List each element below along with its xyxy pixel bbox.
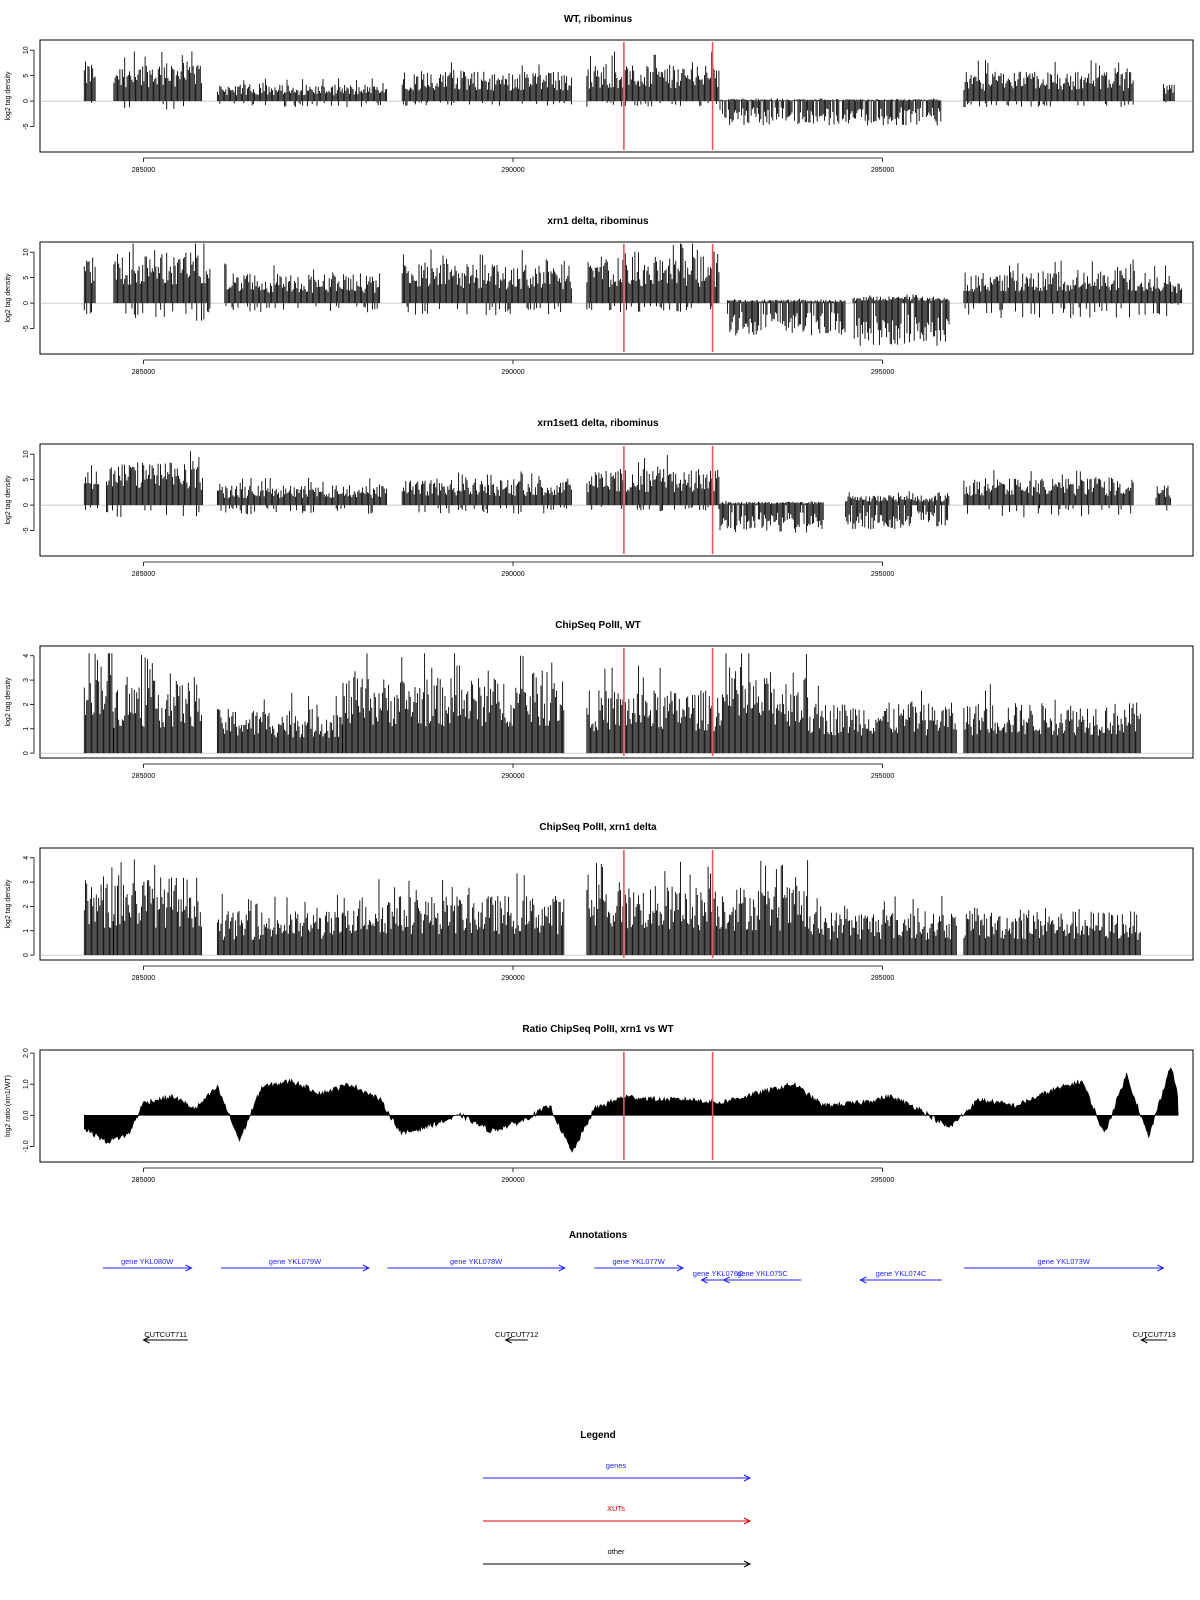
x-tick-label: 295000 bbox=[870, 167, 895, 174]
track-panels bbox=[5, 14, 1193, 1184]
y-tick-label: 5 bbox=[22, 477, 30, 482]
y-tick-label: 1 bbox=[22, 928, 30, 933]
y-tick-label: -5 bbox=[22, 527, 30, 534]
y-axis-label: log2 tag density bbox=[5, 71, 12, 121]
y-tick-label: 3 bbox=[22, 880, 30, 885]
x-tick-label: 295000 bbox=[870, 773, 895, 780]
y-axis-label: log2 tag density bbox=[5, 677, 12, 727]
y-tick-label: 2 bbox=[22, 904, 30, 909]
x-tick-label: 290000 bbox=[501, 167, 525, 174]
y-tick-label: 10 bbox=[22, 450, 30, 459]
data-marks bbox=[40, 860, 1193, 956]
panel-title: WT, ribominus bbox=[563, 14, 633, 25]
panel-3 bbox=[5, 418, 1193, 578]
y-tick-label: 0 bbox=[22, 99, 30, 104]
panel-2 bbox=[5, 216, 1193, 376]
panel-title: ChipSeq PolII, WT bbox=[555, 620, 641, 631]
x-tick-label: 295000 bbox=[870, 975, 895, 982]
x-tick-label: 295000 bbox=[870, 571, 895, 578]
y-tick-label: 0 bbox=[22, 751, 30, 756]
y-tick-label: 4 bbox=[22, 653, 30, 658]
data-marks bbox=[40, 51, 1193, 125]
y-tick-label: 10 bbox=[22, 248, 30, 257]
x-tick-label: 285000 bbox=[131, 369, 156, 376]
panel-5 bbox=[5, 822, 1193, 982]
x-tick-label: 290000 bbox=[501, 773, 525, 780]
y-tick-label: 0 bbox=[22, 953, 30, 958]
x-tick-label: 285000 bbox=[131, 571, 156, 578]
y-tick-label: -5 bbox=[22, 123, 30, 130]
x-tick-label: 290000 bbox=[501, 369, 525, 376]
data-marks bbox=[40, 653, 1193, 753]
data-marks bbox=[40, 244, 1193, 346]
y-tick-label: 2 bbox=[22, 702, 30, 707]
x-tick-label: 295000 bbox=[870, 369, 895, 376]
y-axis-label: log2 tag density bbox=[5, 273, 12, 323]
panel-1 bbox=[5, 14, 1193, 174]
panel-title: xrn1 delta, ribominus bbox=[547, 216, 649, 227]
y-tick-label: 1 bbox=[22, 726, 30, 731]
panel-title: xrn1set1 delta, ribominus bbox=[537, 418, 659, 429]
panel-title: ChipSeq PolII, xrn1 delta bbox=[539, 822, 657, 833]
x-tick-label: 285000 bbox=[131, 975, 156, 982]
x-tick-label: 285000 bbox=[131, 167, 156, 174]
panel-4 bbox=[5, 620, 1193, 780]
y-tick-label: -5 bbox=[22, 325, 30, 332]
y-tick-label: 5 bbox=[22, 73, 30, 78]
y-tick-label: 4 bbox=[22, 855, 30, 860]
y-tick-label: 10 bbox=[22, 46, 30, 55]
y-tick-label: 5 bbox=[22, 275, 30, 280]
y-axis-label: log2 tag density bbox=[5, 475, 12, 525]
y-axis-label: log2 tag density bbox=[5, 879, 12, 929]
y-tick-label: 0 bbox=[22, 503, 30, 508]
x-tick-label: 290000 bbox=[501, 975, 525, 982]
x-tick-label: 290000 bbox=[501, 571, 525, 578]
y-tick-label: 3 bbox=[22, 678, 30, 683]
data-marks bbox=[40, 451, 1193, 532]
y-tick-label: 0 bbox=[22, 301, 30, 306]
x-tick-label: 285000 bbox=[131, 773, 156, 780]
